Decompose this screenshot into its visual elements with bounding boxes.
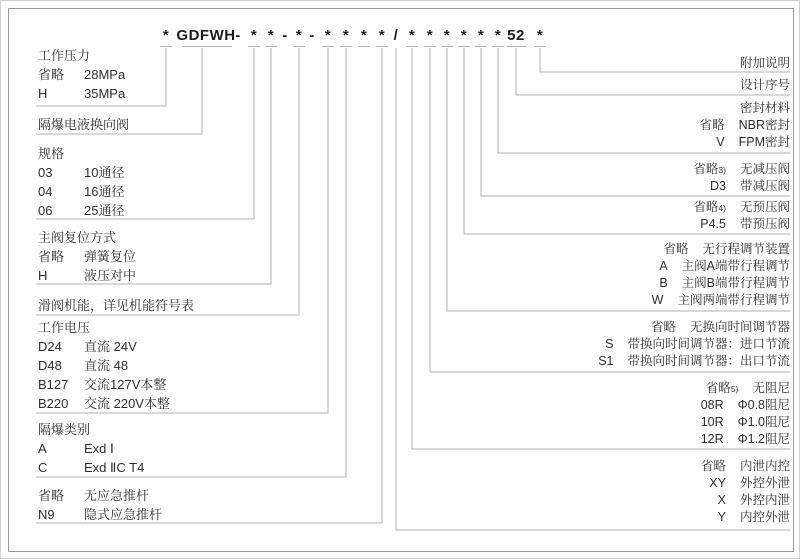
code-row: [701, 414, 790, 431]
code-value: 省略: [663, 242, 689, 256]
code-token: *: [536, 27, 544, 44]
code-token: *: [494, 27, 502, 44]
section-main-valve-reset: [38, 228, 136, 285]
code-meaning: 无行程调节装置: [702, 242, 790, 256]
code-row: [38, 337, 170, 356]
code-meaning: 交流127V本整: [84, 377, 167, 392]
code-row: [598, 336, 790, 353]
code-meaning: 直流 48: [84, 358, 129, 373]
code-value: Y: [717, 510, 726, 524]
code-meaning: 带换向时间调节器：进口节流: [627, 337, 790, 351]
code-value: B: [659, 276, 668, 290]
code-value: 12R: [700, 432, 724, 446]
code-row: [38, 458, 144, 477]
code-row: [38, 394, 170, 413]
code-token: *: [443, 27, 451, 44]
code-row: [38, 266, 136, 285]
code-value: 省略: [693, 162, 719, 176]
code-value: 03: [38, 165, 53, 180]
code-token: -: [235, 27, 241, 44]
section-stroke-adjuster: [652, 241, 790, 309]
code-row: [38, 356, 170, 375]
code-meaning: 10通径: [84, 165, 125, 180]
code-meaning: FPM密封: [738, 135, 790, 149]
code-row: [700, 117, 790, 134]
code-value: 04: [38, 184, 53, 199]
section-size: [38, 144, 124, 220]
code-value: 10R: [700, 415, 724, 429]
code-meaning: 带换向时间调节器：出口节流: [627, 354, 790, 368]
code-row: [38, 375, 170, 394]
code-meaning: 交流 220V本整: [84, 396, 170, 411]
code-value: N9: [38, 507, 55, 522]
code-token: *: [324, 27, 332, 44]
code-value: X: [717, 493, 726, 507]
section-design-serial: [740, 77, 790, 94]
code-row: [693, 216, 790, 233]
code-row: [38, 439, 144, 458]
section-header: 主阀复位方式: [38, 230, 117, 245]
code-row: [700, 134, 790, 151]
code-value: 省略: [38, 249, 65, 264]
code-row: [598, 353, 790, 370]
code-row: [38, 182, 124, 201]
code-value: S1: [598, 354, 614, 368]
code-meaning: 主阀B端带行程调节: [681, 276, 790, 290]
code-row: [701, 397, 790, 414]
section-pilot-drain: [701, 458, 790, 526]
code-value: A: [659, 259, 668, 273]
code-token: -: [309, 27, 315, 44]
code-row: [701, 431, 790, 448]
code-row: [38, 163, 124, 182]
code-row: [38, 201, 124, 220]
code-value: 省略: [38, 67, 65, 82]
section-working-voltage: [38, 318, 170, 413]
code-token: *: [460, 27, 468, 44]
code-value: C: [38, 460, 48, 475]
code-meaning: 液压对中: [84, 268, 137, 283]
code-value: A: [38, 441, 47, 456]
code-value: 省略: [38, 488, 65, 503]
code-meaning: 25通径: [84, 203, 125, 218]
code-token: *: [426, 27, 434, 44]
section-valve-name: [38, 115, 129, 134]
code-meaning: 隐式应急推杆: [84, 507, 163, 522]
code-row: [652, 241, 790, 258]
code-row: [652, 292, 790, 309]
code-row: [693, 178, 790, 195]
code-value: 08R: [700, 398, 724, 412]
code-meaning: 内控外泄: [739, 510, 790, 524]
section-header: 滑阀机能，详见机能符号表: [38, 298, 195, 313]
code-meaning: 28MPa: [84, 67, 126, 82]
code-meaning: 无阻尼: [752, 381, 790, 395]
code-value: 省略: [700, 459, 726, 473]
code-token: *: [360, 27, 368, 44]
code-meaning: 弹簧复位: [84, 249, 137, 264]
code-meaning: 35MPa: [84, 86, 126, 101]
code-value: 省略: [705, 381, 731, 395]
code-value: V: [716, 135, 725, 149]
section-header: 隔爆类别: [38, 422, 91, 437]
code-meaning: Φ1.2阻尼: [737, 432, 790, 446]
code-row: 省略 4) 无预压阀: [693, 200, 790, 214]
code-value: 06: [38, 203, 53, 218]
section-emergency-pin: [38, 486, 162, 524]
code-row: [652, 258, 790, 275]
code-meaning: Exd Ⅰ: [84, 441, 114, 456]
code-meaning: 无应急推杆: [84, 488, 150, 503]
code-meaning: Φ1.0阻尼: [737, 415, 790, 429]
section-preload-valve: [693, 199, 790, 233]
code-value: B220: [38, 396, 69, 411]
section-header: 规格: [38, 146, 65, 161]
section-header: 隔爆电液换向阀: [38, 117, 130, 132]
code-token: *: [408, 27, 416, 44]
code-token: *: [295, 27, 303, 44]
code-row: [652, 275, 790, 292]
code-meaning: NBR密封: [738, 118, 790, 132]
code-row: 省略 3) 无减压阀: [693, 162, 790, 176]
code-meaning: 直流 24V: [84, 339, 137, 354]
code-value: W: [651, 293, 664, 307]
code-meaning: 16通径: [84, 184, 125, 199]
code-value: 省略: [693, 200, 719, 214]
section-orifice: [701, 380, 790, 448]
code-row: 省略 5) 无阻尼: [705, 381, 790, 395]
code-token: *: [267, 27, 275, 44]
code-token: *: [250, 27, 258, 44]
code-value: D48: [38, 358, 62, 373]
section-seal-material: [700, 100, 790, 151]
section-working-pressure: [38, 46, 125, 103]
section-spool-function: [38, 296, 194, 315]
code-meaning: 外控内泄: [739, 493, 790, 507]
code-meaning: 带预压阀: [739, 217, 790, 231]
code-token: /: [393, 27, 399, 44]
section-header: 设计序号: [739, 78, 790, 92]
section-header: 密封材料: [739, 101, 790, 115]
code-value: D3: [710, 179, 726, 193]
section-header: 工作压力: [38, 48, 91, 63]
code-meaning: 主阀两端带行程调节: [677, 293, 790, 307]
section-header: 附加说明: [739, 56, 790, 70]
code-value: H: [38, 86, 48, 101]
code-value: B127: [38, 377, 69, 392]
code-token: *: [477, 27, 485, 44]
code-value: XY: [709, 476, 726, 490]
code-token: *: [162, 27, 170, 44]
code-value: 省略: [699, 118, 725, 132]
section-reducing-valve: [693, 161, 790, 195]
code-meaning: 无减压阀: [739, 162, 790, 176]
code-row: [598, 319, 790, 336]
code-token-design-no: 52: [507, 27, 525, 44]
code-value: D24: [38, 339, 62, 354]
code-row: [38, 84, 125, 103]
code-value: S: [605, 337, 614, 351]
code-token: -: [282, 27, 288, 44]
code-row: [701, 458, 790, 475]
code-row: [38, 247, 136, 266]
section-switching-time-adjuster: [598, 319, 790, 370]
code-token: *: [378, 27, 386, 44]
code-value: P4.5: [700, 217, 726, 231]
code-meaning: 无预压阀: [739, 200, 790, 214]
code-meaning: 内泄内控: [739, 459, 790, 473]
section-additional-notes: [740, 55, 790, 72]
code-meaning: 带减压阀: [739, 179, 790, 193]
code-value: 省略: [650, 320, 676, 334]
code-meaning: 主阀A端带行程调节: [681, 259, 790, 273]
code-token-series: GDFWH: [176, 27, 236, 44]
section-explosion-proof-class: [38, 420, 144, 477]
code-token: *: [342, 27, 350, 44]
code-row: [701, 509, 790, 526]
code-row: [38, 65, 125, 84]
code-meaning: 无换向时间调节器: [689, 320, 790, 334]
code-value: H: [38, 268, 48, 283]
code-row: [701, 492, 790, 509]
code-row: [701, 475, 790, 492]
code-meaning: Exd ⅡC T4: [84, 460, 145, 475]
code-meaning: Φ0.8阻尼: [737, 398, 790, 412]
code-row: [38, 505, 162, 524]
code-meaning: 外控外泄: [739, 476, 790, 490]
code-row: [38, 486, 162, 505]
section-header: 工作电压: [38, 320, 91, 335]
